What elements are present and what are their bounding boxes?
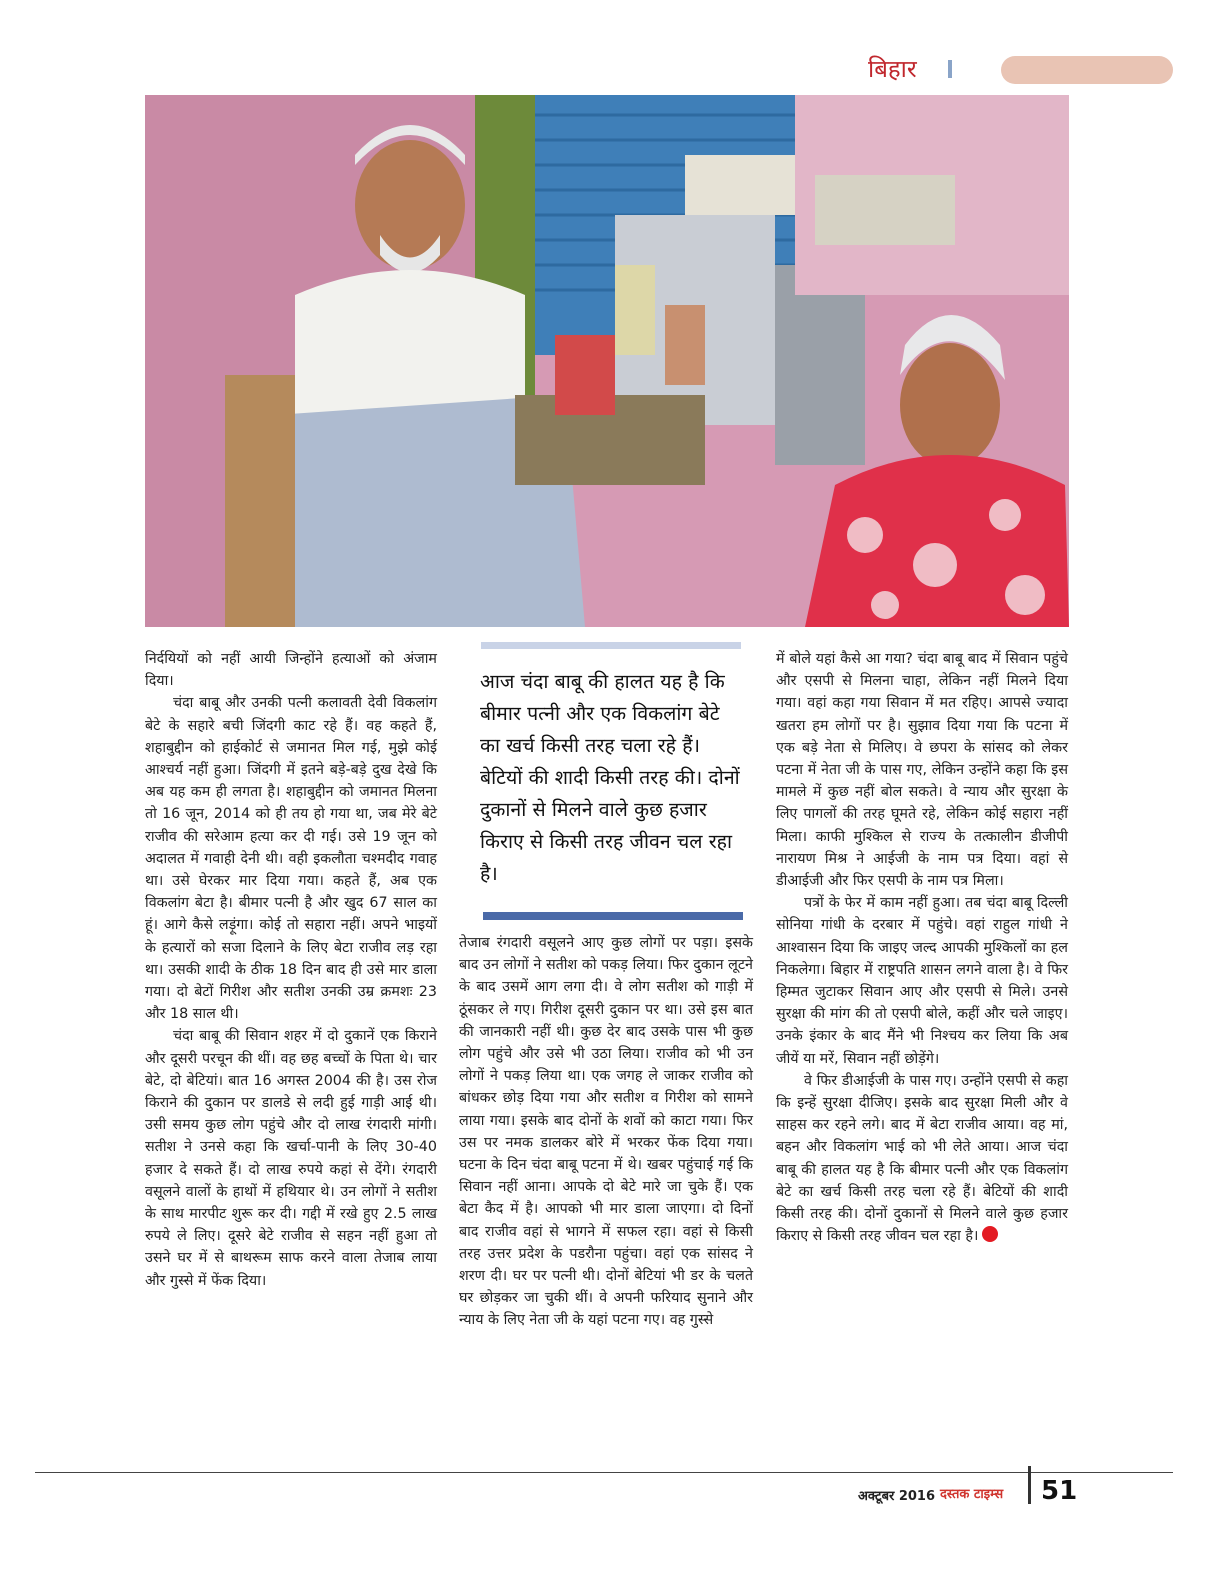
section-divider	[948, 60, 952, 78]
paragraph: पत्रों के फेर में काम नहीं हुआ। तब चंदा बाबू दिल्ली सोनिया गांधी के दरबार में पहुंचे। वहां राहुल गांधी ने आश्वासन दिया कि जाइए जल्द आपकी मुश्किलों का हल निकलेगा। बिहार में राष्ट्रपति शासन लगने वाला है। वे फिर हिम्मत जुटाकर सिवान आए और एसपी से मिले। उनसे सुरक्षा की मांग की तो एसपी बोले, कहीं और चले जाइए। उनके इंकार के बाद मैंने भी निश्चय कर लिया कि अब जीयें या मरें, सिवान नहीं छोड़ेंगे।	[776, 895, 1068, 1067]
paragraph: में बोले यहां कैसे आ गया? चंदा बाबू बाद में सिवान पहुंचे और एसपी से मिलना चाहा, लेकिन नहीं मिलने दिया गया। वहां कहा गया सिवान में मत रहिए। आपसे ज्यादा खतरा हम लोगों पर है। सुझाव दिया गया कि पटना में एक बड़े नेता से मिलिए। वे छपरा के सांसद को लेकर पटना में नेता जी के पास गए, लेकिन उन्होंने कहा कि इस मामले में कुछ नहीं बोल सकते। वे न्याय और सुरक्षा के लिए पागलों की तरह घूमते रहे, लेकिन कोई सहारा नहीं मिला। काफी मुश्किल से राज्य के तत्कालीन डीजीपी नारायण मिश्र ने आईजी के नाम पत्र दिया। वहां से डीआईजी और फिर एसपी के नाम पत्र मिला।	[776, 651, 1068, 890]
issue-date: अक्टूबर 2016	[858, 1489, 936, 1504]
footer-separator	[1028, 1466, 1031, 1504]
end-mark-icon	[982, 1226, 998, 1242]
footer-rule	[35, 1472, 1173, 1473]
article-column-2	[459, 932, 753, 1332]
section-decoration-pill	[1001, 56, 1173, 84]
pullquote-top-rule	[481, 642, 741, 649]
pullquote-bottom-rule	[483, 912, 743, 920]
article-column-1	[145, 648, 437, 1292]
photo-illustration	[145, 95, 1069, 627]
page-header	[0, 0, 1224, 90]
paragraph: निर्दयियों को नहीं आयी जिन्होंने हत्याओं को अंजाम दिया।	[145, 651, 437, 690]
article-column-3	[776, 648, 1068, 1247]
pullquote: आज चंदा बाबू की हालत यह है कि बीमार पत्नी और एक विकलांग बेटे का खर्च किसी तरह चला रहे हैं। बेटियों की शादी किसी तरह की। दोनों दुकानों से मिलने वाले कुछ हजार किराए से किसी तरह जीवन चल रहा है।	[480, 670, 740, 885]
paragraph-text: वे फिर डीआईजी के पास गए। उन्होंने एसपी से कहा कि इन्हें सुरक्षा दीजिए। इसके बाद सुरक्षा मिली और वे साहस कर रहने लगे। बाद में बेटा राजीव आया। वह मां, बहन और विकलांग भाई को भी लेते आया। आज चंदा बाबू की हालत यह है कि बीमार पत्नी और एक विकलांग बेटे का खर्च किसी तरह चला रहे हैं। बेटियों की शादी किसी तरह की। दोनों दुकानों से मिलने वाले कुछ हजार किराए से किसी तरह जीवन चल रहा है।	[776, 1072, 1068, 1245]
section-label: बिहार	[868, 55, 917, 83]
article-photo	[145, 95, 1069, 627]
paragraph: चंदा बाबू की सिवान शहर में दो दुकानें एक किराने और दूसरी परचून की थीं। वह छह बच्चों के पिता थे। चार बेटे, दो बेटियां। बात 16 अगस्त 2004 की है। उस रोज किराने की दुकान पर डालडे से लदी हुई गाड़ी आई थी। उसी समय कुछ लोग पहुंचे और दो लाख रंगदारी मांगी। सतीश ने उनसे कहा कि खर्चा-पानी के लिए 30-40 हजार दे सकते हैं। दो लाख रुपये कहां से देंगे। रंगदारी वसूलने वालों के हाथों में हथियार थे। उन लोगों ने सतीश के साथ मारपीट शुरू कर दी। गद्दी में रखे हुए 2.5 लाख रुपये ले लिए। दूसरे बेटे राजीव से सहन नहीं हुआ तो उसने घर में से बाथरूम साफ करने वाला तेजाब लाया और गुस्से में फेंक दिया।	[145, 1028, 437, 1289]
page-number: 51	[1041, 1476, 1078, 1506]
paragraph: चंदा बाबू और उनकी पत्नी कलावती देवी विकलांग बेटे के सहारे बची जिंदगी काट रहे हैं। वह कहते हैं, शहाबुद्दीन को हाईकोर्ट से जमानत मिल गई, मुझे कोई आश्चर्य नहीं हुआ। जिंदगी में इतने बड़े-बड़े दुख देखे कि अब यह कम ही लगता है। शहाबुद्दीन को जमानत मिलना तो 16 जून, 2014 को ही तय हो गया था, जब मेरे बेटे राजीव की सरेआम हत्या कर दी गई। उसे 19 जून को अदालत में गवाही देनी थी। वही इकलौता चश्मदीद गवाह था। उसे घेरकर मार दिया गया। कहते हैं, अब एक विकलांग बेटा है। बीमार पत्नी है और खुद 67 साल का हूं। आगे कैसे लड़ूंगा। कोई तो सहारा नहीं। अपने भाइयों के हत्यारों को सजा दिलाने के लिए बेटा राजीव लड़ रहा था। उसकी शादी के ठीक 18 दिन बाद ही उसे मार डाला गया। दो बेटों गिरीश और सतीश उनकी उम्र क्रमशः 23 और 18 साल थी।	[145, 695, 437, 1023]
paragraph: तेजाब रंगदारी वसूलने आए कुछ लोगों पर पड़ा। इसके बाद उन लोगों ने सतीश को पकड़ लिया। फिर दुकान लूटने के बाद उसमें आग लगा दी। वे लोग सतीश को गाड़ी में ठूंसकर ले गए। गिरीश दूसरी दुकान पर था। उसे इस बात की जानकारी नहीं थी। कुछ देर बाद उसके पास भी कुछ लोग पहुंचे और उसे भी उठा लिया। राजीव को भी उन लोगों ने पकड़ लिया था। एक जगह ले जाकर राजीव को बांधकर छोड़ दिया गया और सतीश व गिरीश को सामने लाया गया। इसके बाद दोनों के शवों को काटा गया। फिर उस पर नमक डालकर बोरे में भरकर फेंक दिया गया। घटना के दिन चंदा बाबू पटना में थे। खबर पहुंचाई गई कि सिवान नहीं आना। आपके दो बेटे मारे जा चुके हैं। एक बेटा कैद में है। आपको भी मार डाला जाएगा। दो दिनों बाद राजीव वहां से भागने में सफल रहा। वहां से किसी तरह उत्तर प्रदेश के पडरौना पहुंचा। वहां एक सांसद ने शरण दी। घर पर पत्नी थी। दोनों बेटियां भी डर के चलते घर छोड़कर जा चुकी थीं। वे अपनी फरियाद सुनाने और न्याय के लिए नेता जी के यहां पटना गए। वह गुस्से	[459, 935, 753, 1329]
magazine-logo: दस्तक टाइम्स	[940, 1487, 1004, 1502]
paragraph	[776, 1070, 1068, 1248]
